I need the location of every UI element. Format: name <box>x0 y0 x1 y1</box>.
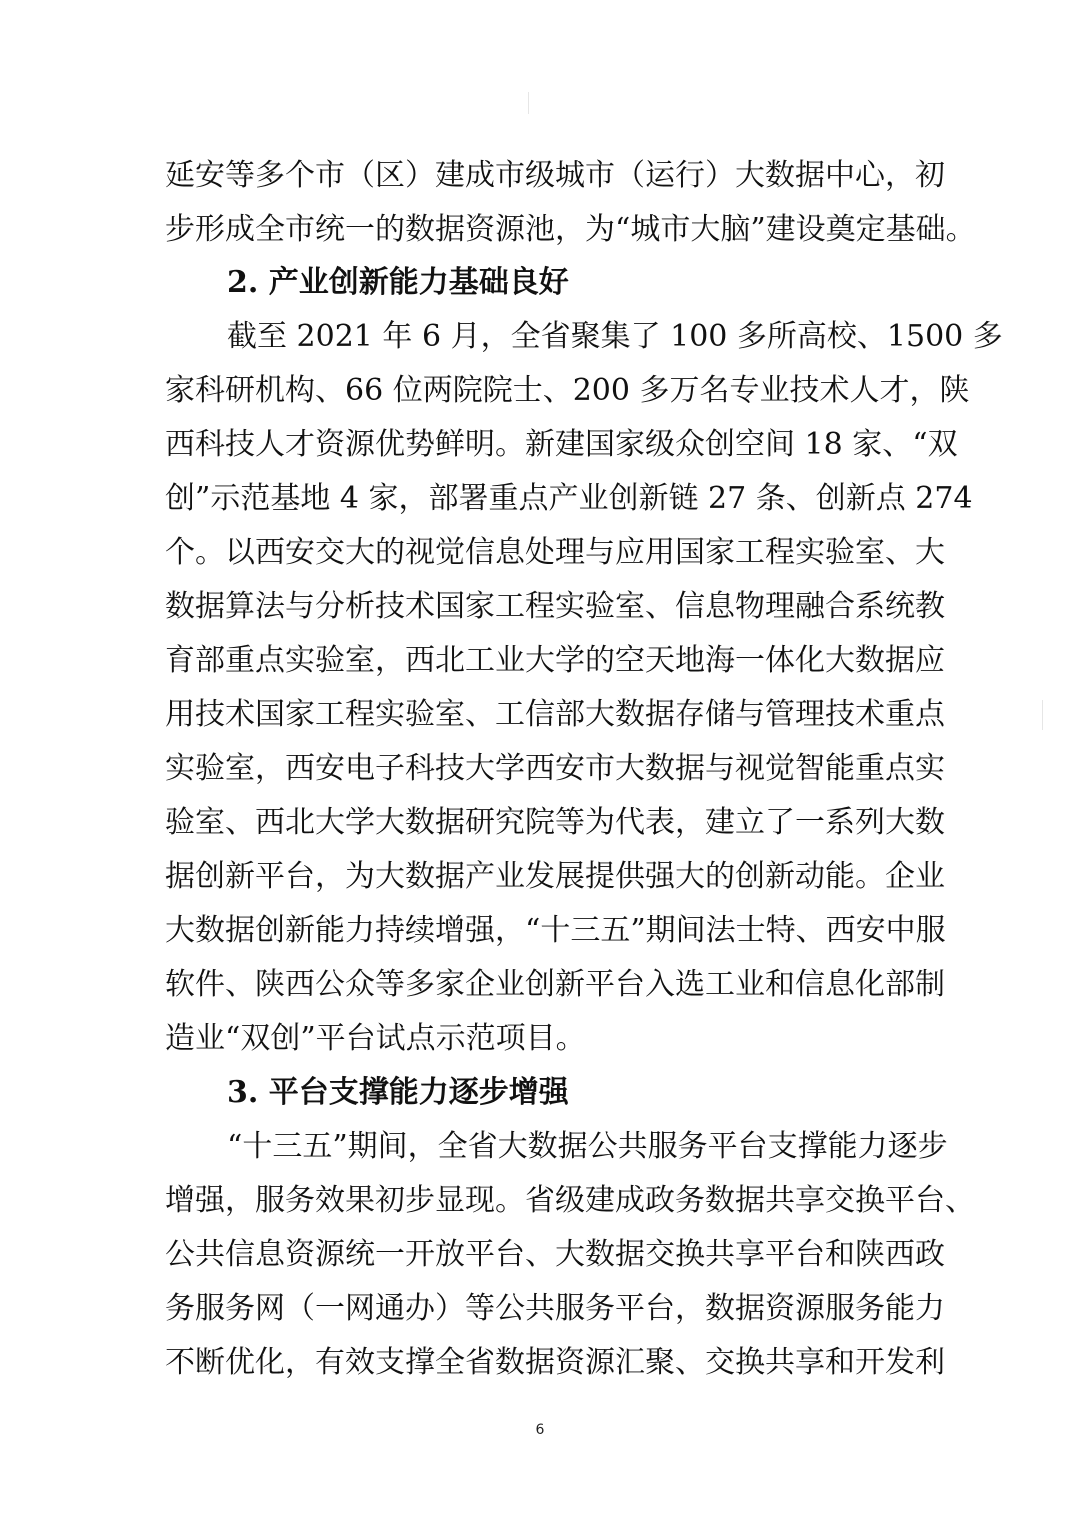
paragraph-line: 延安等多个市（区）建成市级城市（运行）大数据中心，初 <box>165 158 945 193</box>
paragraph-line: 大数据创新能力持续增强，“十三五”期间法士特、西安中服 <box>165 913 946 948</box>
paragraph-line: 增强，服务效果初步显现。省级建成政务数据共享交换平台、 <box>165 1183 975 1218</box>
paragraph-line: 家科研机构、66 位两院院士、200 多万名专业技术人才，陕 <box>165 373 970 408</box>
paragraph-line: 育部重点实验室，西北工业大学的空天地海一体化大数据应 <box>165 643 945 678</box>
page-number: 6 <box>535 1422 545 1438</box>
paragraph-line: 据创新平台，为大数据产业发展提供强大的创新动能。企业 <box>165 859 945 894</box>
scan-artifact-top <box>528 92 529 114</box>
paragraph-line: 不断优化，有效支撑全省数据资源汇聚、交换共享和开发利 <box>165 1345 945 1380</box>
section-heading-2: 2. 产业创新能力基础良好 <box>227 265 569 300</box>
paragraph-line: 个。以西安交大的视觉信息处理与应用国家工程实验室、大 <box>165 535 945 570</box>
paragraph-line: 务服务网（一网通办）等公共服务平台，数据资源服务能力 <box>165 1291 945 1326</box>
paragraph-line: 验室、西北大学大数据研究院等为代表，建立了一系列大数 <box>165 805 945 840</box>
paragraph-line: 创”示范基地 4 家，部署重点产业创新链 27 条、创新点 274 <box>165 481 973 516</box>
paragraph-line: 用技术国家工程实验室、工信部大数据存储与管理技术重点 <box>165 697 945 732</box>
paragraph-line: 截至 2021 年 6 月，全省聚集了 100 多所高校、1500 多 <box>227 319 1003 354</box>
paragraph-line: 实验室，西安电子科技大学西安市大数据与视觉智能重点实 <box>165 751 945 786</box>
paragraph-line: 步形成全市统一的数据资源池，为“城市大脑”建设奠定基础。 <box>165 212 976 247</box>
paragraph-line: “十三五”期间，全省大数据公共服务平台支撑能力逐步 <box>227 1129 948 1164</box>
paragraph-line: 软件、陕西公众等多家企业创新平台入选工业和信息化部制 <box>165 967 945 1002</box>
section-heading-3: 3. 平台支撑能力逐步增强 <box>227 1075 569 1110</box>
paragraph-line: 西科技人才资源优势鲜明。新建国家级众创空间 18 家、“双 <box>165 427 958 462</box>
paragraph-line: 数据算法与分析技术国家工程实验室、信息物理融合系统教 <box>165 589 945 624</box>
paragraph-line: 公共信息资源统一开放平台、大数据交换共享平台和陕西政 <box>165 1237 945 1272</box>
paragraph-line: 造业“双创”平台试点示范项目。 <box>165 1021 586 1056</box>
scan-artifact-right <box>1042 700 1043 730</box>
